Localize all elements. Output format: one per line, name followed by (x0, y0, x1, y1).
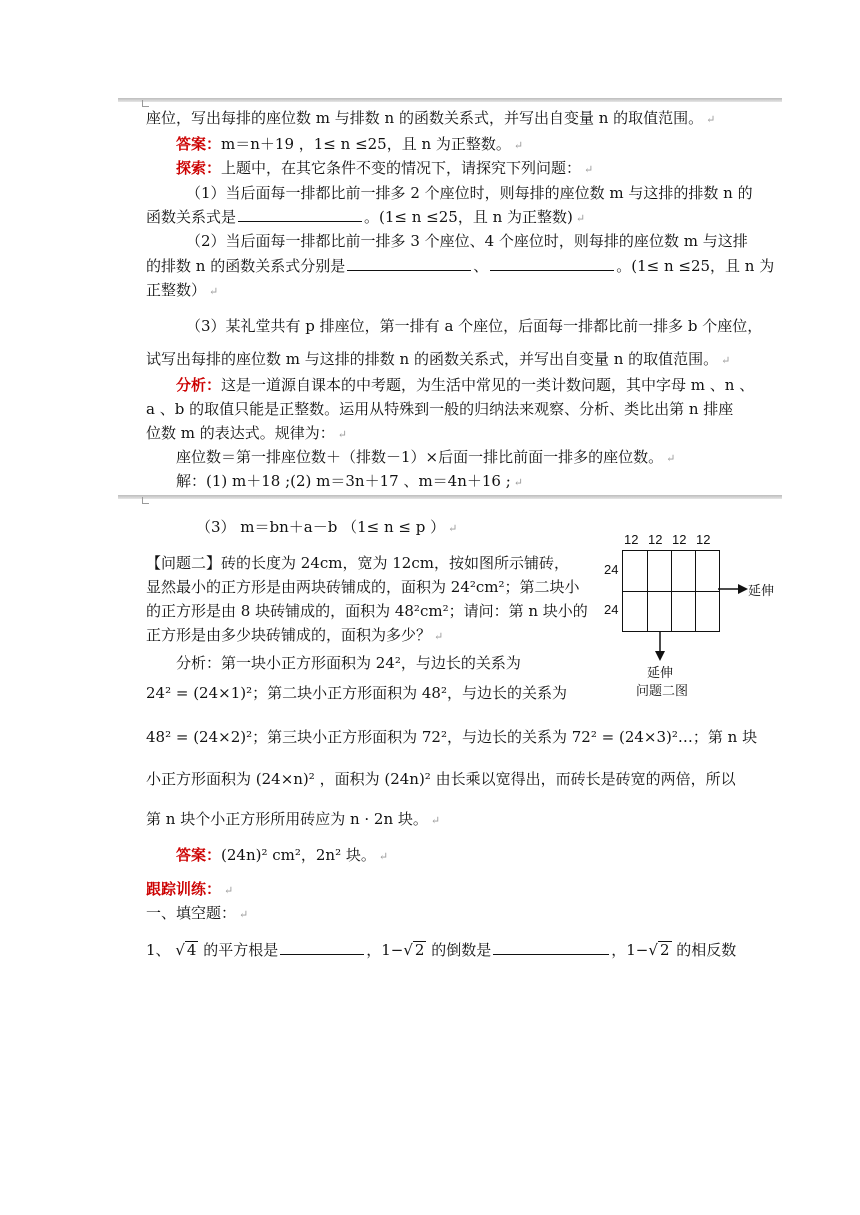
text-line: （1）当后面每一排都比前一排多 2 个座位时，则每排的座位数 m 与这排的排数 n 的 (186, 184, 753, 202)
text-line-with-blank: 函数关系式是 。(1≤ n ≤25，且 n 为正整数) ↵ (146, 208, 586, 226)
answer-line: 答案：m＝n＋19 ，1≤ n ≤25，且 n 为正整数。 ↵ (176, 135, 524, 153)
page-separator-top (118, 98, 782, 102)
sqrt-symbol: √ (175, 941, 185, 959)
text-line: a 、b 的取值只能是正整数。运用从特殊到一般的归纳法来观察、分析、类比出第 n 排座 (146, 400, 734, 418)
solution-line: （3） m＝bn＋a－b （1≤ n ≤ p ） ↵ (196, 518, 458, 536)
analysis-line: 分析：第一块小正方形面积为 24²，与边长的关系为 (176, 654, 521, 672)
answer-blank[interactable] (238, 207, 362, 222)
sqrt-symbol: √ (403, 941, 413, 959)
answer-label: 答案： (176, 135, 222, 153)
text-line: 试写出每排的座位数 m 与这排的排数 n 的函数关系式，并写出自变量 n 的取值范围。 ↵ (146, 350, 731, 368)
left-label: 24 (604, 562, 619, 577)
top-label: 12 (624, 532, 639, 547)
top-label: 12 (672, 532, 687, 547)
section-heading: 一、填空题： ↵ (146, 904, 249, 922)
text-line: （3）某礼堂共有 p 排座位，第一排有 a 个座位，后面每一排都比前一排多 b 个座位， (186, 317, 763, 335)
answer-blank[interactable] (490, 256, 614, 271)
brick-figure (600, 530, 780, 700)
down-arrow-icon (653, 631, 667, 661)
text-line: 座位数＝第一排座位数＋（排数－1）×后面一排比前面一排多的座位数。 ↵ (176, 448, 676, 466)
text-line: （2）当后面每一排都比前一排多 3 个座位、4 个座位时，则每排的座位数 m 与这排 (186, 232, 748, 250)
answer-line: 答案：(24n)² cm²，2n² 块。 ↵ (176, 846, 389, 864)
figure-caption: 问题二图 (636, 683, 689, 698)
top-label: 12 (696, 532, 711, 547)
analysis-label: 分析： (176, 376, 222, 394)
explore-label: 探索： (176, 159, 222, 177)
sqrt-symbol: √ (648, 941, 658, 959)
answer-blank[interactable] (280, 940, 364, 955)
answer-blank[interactable] (493, 940, 609, 955)
answer-label: 答案： (176, 846, 222, 864)
analysis-line: 24² = (24×1)²；第二块小正方形面积为 48²，与边长的关系为 (146, 684, 567, 702)
problem-line: 正方形是由多少块砖铺成的，面积为多少？ ↵ (146, 626, 444, 644)
page-separator-middle (118, 495, 782, 499)
left-label: 24 (604, 602, 619, 617)
explore-line: 探索：上题中，在其它条件不变的情况下，请探究下列问题： ↵ (176, 159, 594, 177)
problem-line: 【问题二】砖的长度为 24cm，宽为 12cm，按如图所示铺砖， (146, 554, 569, 572)
text-line: 座位，写出每排的座位数 m 与排数 n 的函数关系式，并写出自变量 n 的取值范围。 ↵ (146, 109, 716, 127)
solution-line: 解：(1) m＋18 ;(2) m＝3n＋17 、m＝4n＋16 ; ↵ (176, 472, 524, 490)
analysis-line: 分析：这是一道源自课本的中考题，为生活中常见的一类计数问题，其中字母 m 、n 、 (176, 376, 755, 394)
answer-blank[interactable] (347, 256, 471, 271)
analysis-line: 小正方形面积为 (24×n)² ，面积为 (24n)² 由长乘以宽得出，而砖长是砖宽的两倍，所以 (146, 770, 736, 788)
top-label: 12 (648, 532, 663, 547)
text-line: 位数 m 的表达式。规律为： ↵ (146, 424, 347, 442)
extend-right-label: 延伸 (748, 583, 775, 598)
right-arrow-icon (718, 582, 748, 596)
analysis-line: 第 n 块个小正方形所用砖应为 n · 2n 块。 ↵ (146, 810, 441, 828)
text-line: 正整数） ↵ (146, 281, 219, 299)
brick-grid (622, 550, 720, 632)
question-1: 1、 √ 4 的平方根是 ，1−√ 2 的倒数是 ，1−√ 2 的相反数 (146, 941, 737, 959)
problem-line: 显然最小的正方形是由两块砖铺成的，面积为 24²cm²；第二块小 (146, 578, 580, 596)
section-heading: 跟踪训练： ↵ (146, 880, 234, 898)
analysis-line: 48² = (24×2)²；第三块小正方形面积为 72²，与边长的关系为 72² = (24×3)²…；第 n 块 (146, 728, 758, 746)
extend-down-label: 延伸 (647, 665, 674, 680)
problem-line: 的正方形是由 8 块砖铺成的，面积为 48²cm²；请问：第 n 块小的 (146, 602, 588, 620)
text-line-with-blanks: 的排数 n 的函数关系式分别是 、 。(1≤ n ≤25，且 n 为 (146, 257, 775, 275)
